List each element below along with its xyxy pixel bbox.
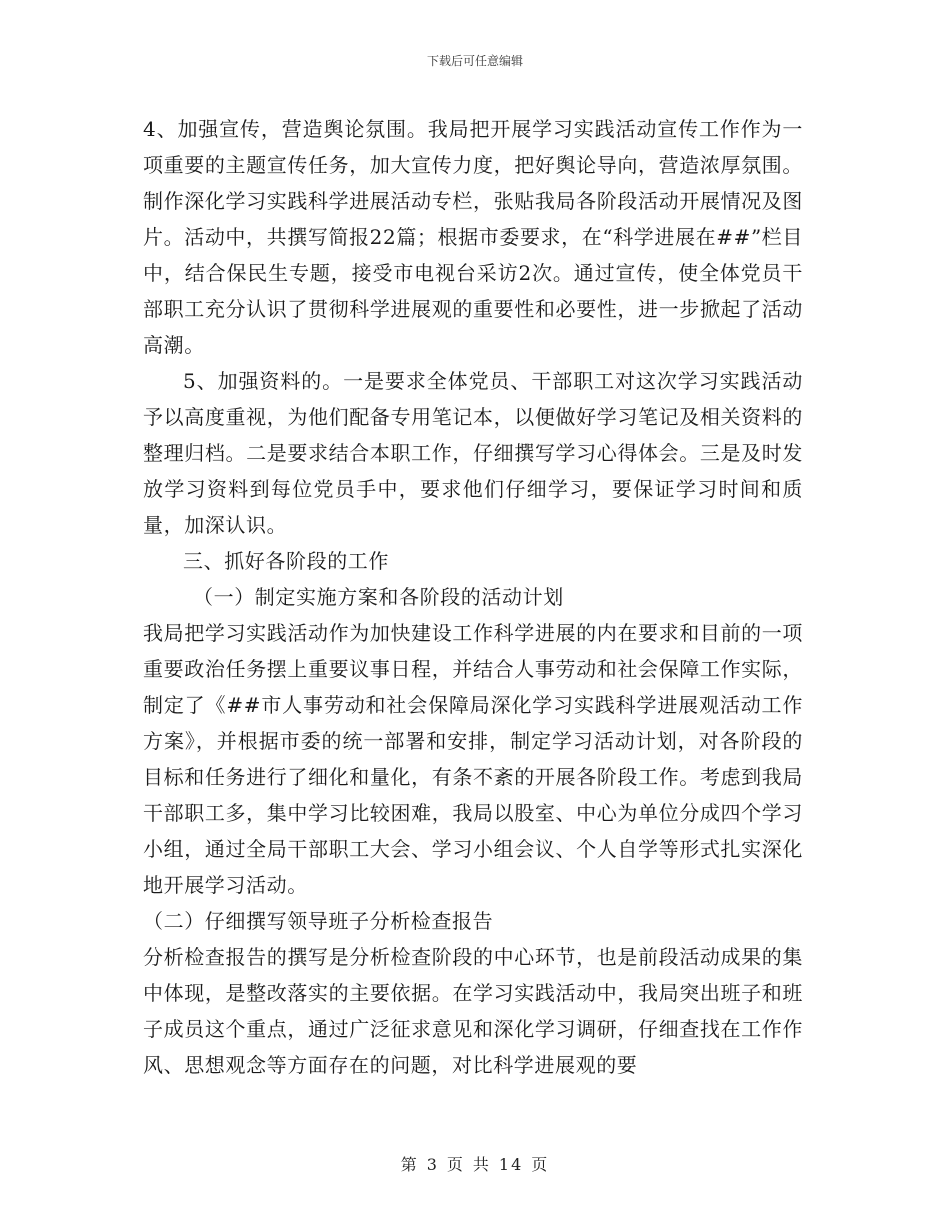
subsection-heading-2: （二）仔细撰写领导班子分析检查报告 xyxy=(143,909,494,933)
footer-gong: 共 xyxy=(472,1155,491,1174)
footer-di: 第 xyxy=(400,1155,419,1174)
section-heading-3: 三、抓好各阶段的工作 xyxy=(183,549,389,573)
page-header-note: 下载后可任意编辑 xyxy=(426,54,523,68)
paragraph-materials: 5、加强资料的。一是要求全体党员、干部职工对这次学习实践活动予以高度重视，为他们配备专用笔记本，以便做好学习笔记及相关资料的整理归档。二是要求结合本职工作，仔细撰写学习心得体会。三是及时发放学习资料到每位党员手中，要求他们仔细学习，要保证学习时间和质量，加深认识。 xyxy=(143,369,803,537)
footer-total-pages: 14 xyxy=(498,1155,524,1174)
footer-ye: 页 xyxy=(446,1155,465,1174)
subsection-heading-1: （一）制定实施方案和各阶段的活动计划 xyxy=(193,585,564,609)
paragraph-report: 分析检查报告的撰写是分析检查阶段的中心环节，也是前段活动成果的集中体现，是整改落实的主要依据。在学习实践活动中，我局突出班子和班子成员这个重点，通过广泛征求意见和深化学习调研，仔细查找在工作作风、思想观念等方面存在的问题，对比科学进展观的要 xyxy=(143,945,803,1077)
paragraph-publicity: 4、加强宣传，营造舆论氛围。我局把开展学习实践活动宣传工作作为一项重要的主题宣传任务，加大宣传力度，把好舆论导向，营造浓厚氛围。制作深化学习实践科学进展活动专栏，张贴我局各阶段活动开展情况及图片。活动中，共撰写简报22篇；根据市委要求，在“科学进展在##”栏目中，结合保民生专题，接受市电视台采访2次。通过宣传，使全体党员干部职工充分认识了贯彻科学进展观的重要性和必要性，进一步掀起了活动高潮。 xyxy=(143,117,803,357)
footer-page-number: 3 xyxy=(426,1155,439,1174)
page-footer xyxy=(0,1155,950,1175)
document-body xyxy=(143,111,803,1083)
paragraph-plan: 我局把学习实践活动作为加快建设工作科学进展的内在要求和目前的一项重要政治任务摆上重要议事日程，并结合人事劳动和社会保障工作实际，制定了《##市人事劳动和社会保障局深化学习实践科学进展观活动工作方案》，并根据市委的统一部署和安排，制定学习活动计划，对各阶段的目标和任务进行了细化和量化，有条不紊的开展各阶段工作。考虑到我局干部职工多，集中学习比较困难，我局以股室、中心为单位分成四个学习小组，通过全局干部职工大会、学习小组会议、个人自学等形式扎实深化地开展学习活动。 xyxy=(143,621,803,897)
footer-ye-end: 页 xyxy=(531,1155,550,1174)
